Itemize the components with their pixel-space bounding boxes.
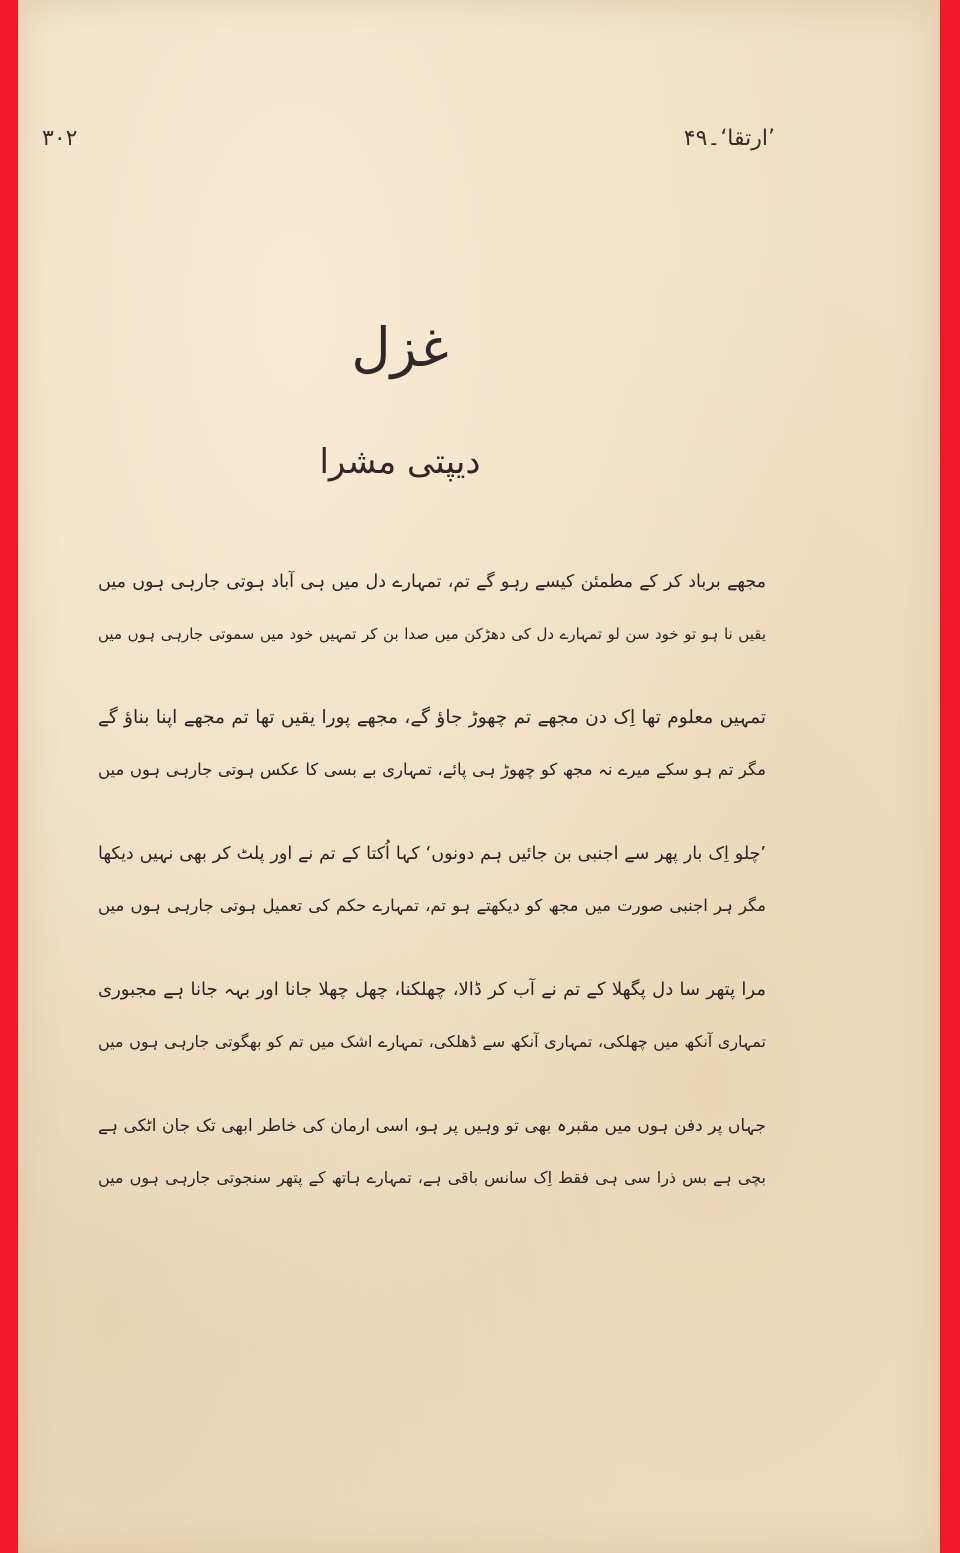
verse-line: یقیں نا ہو تو خود سن لو تمہارے دل کی دھڑکن میں صدا بن کر تمہیں خود میں سموتی جارہی ہوں میں <box>98 625 766 643</box>
verse-line: مگر تم ہو سکے میرے نہ مجھ کو چھوڑ ہی پائے، تمہاری بے بسی کا عکس ہوتی جارہی ہوں میں <box>98 760 766 779</box>
verse-line: تمہیں معلوم تھا اِک دن مجھے تم چھوڑ جاؤ گے، مجھے پورا یقیں تھا تم مجھے اپنا بناؤ گے <box>98 707 766 728</box>
verse-line: بچی ہے بس ذرا سی ہی فقط اِک سانس باقی ہے، تمہارے ہاتھ کے پتھر سنجوتی جارہی ہوں میں <box>98 1168 766 1187</box>
couplet <box>98 692 766 796</box>
poem-title: غزل <box>351 316 449 379</box>
page-number: ۳۰۲ <box>42 126 78 151</box>
verse-line: تمہاری آنکھ میں چھلکی، تمہاری آنکھ سے ڈھلکی، تمہارے اشک میں تم کو بھگوتی جارہی ہوں میں <box>98 1032 766 1051</box>
verse-line: جہاں پر دفن ہوں میں مقبرہ بھی تو وہیں پر ہو، اسی ارمان کی خاطر ابھی تک جان اٹکی ہے <box>98 1116 766 1136</box>
poem-author: دیپتی مشرا <box>319 442 481 482</box>
verse-line: مرا پتھر سا دل پگھلا کے تم نے آب کر ڈالا، چھلکنا، چھل چھلا جانا اور بہہ جانا ہے مجبوری <box>98 979 766 1000</box>
running-head: ’ارتقا‘۔۴۹ <box>683 126 775 151</box>
verse-line: ’چلو اِک بار پھر سے اجنبی بن جائیں ہم دونوں‘ کہا اُکتا کے تم نے اور پلٹ کر بھی نہیں دیکھا <box>98 844 766 864</box>
couplet <box>98 1100 766 1204</box>
couplet <box>98 556 766 660</box>
verse-line: مگر ہر اجنبی صورت میں مجھ کو دیکھتے ہو تم، تمہارے حکم کی تعمیل ہوتی جارہی ہوں میں <box>98 896 766 915</box>
couplet <box>98 828 766 932</box>
poem-body <box>98 556 766 1236</box>
verse-line: مجھے برباد کر کے مطمئن کیسے رہو گے تم، تمہارے دل میں ہی آباد ہوتی جارہی ہوں میں <box>98 572 766 592</box>
couplet <box>98 964 766 1068</box>
